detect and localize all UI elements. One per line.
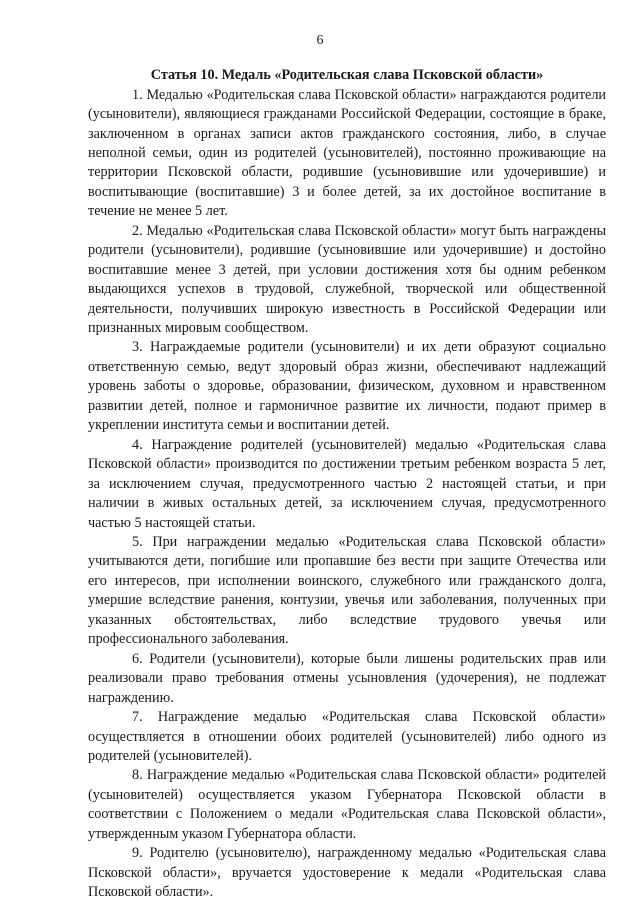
paragraph-7: 7. Награждение медалью «Родительская слава Псковской области» осуществляется в отношении обоих родителей (усыновителей) либо одного из родителей (усыновителей). bbox=[88, 709, 606, 764]
paragraph-3: 3. Награждаемые родители (усыновители) и их дети образуют социально ответственную семью, ведут здоровый образ жизни, обеспечивают надлежащий уровень заботы о здоровье, образовании, физическом, духовном и нравственном развитии детей, полное и гармоничное развитие их личности, подают пример в укреплении института семьи и воспитании детей. bbox=[88, 339, 606, 434]
page-number: 6 bbox=[316, 33, 324, 48]
paragraph-6: 6. Родители (усыновители), которые были лишены родительских прав или реализовали право требования отмены усыновления (удочерения), не подлежат награждению. bbox=[88, 650, 606, 706]
paragraph-8: 8. Награждение медалью «Родительская слава Псковской области» родителей (усыновителей) осуществляется указом Губернатора Псковской области в соответствии с Положением о медали «Родительская слава Псковской области», утвержденным указом Губернатора области. bbox=[88, 767, 606, 842]
paragraph-4: 4. Награждение родителей (усыновителей) медалью «Родительская слава Псковской области» производится по достижении третьим ребенком возраста 5 лет, за исключением случая, предусмотренного частью 2 настоящей статьи, и при наличии в живых остальных детей, за исключением случая, предусмотренного частью 5 настоящей статьи. bbox=[88, 436, 606, 531]
paragraph-9: 9. Родителю (усыновителю), награжденному медалью «Родительская слава Псковской области», вручается удостоверение к медали «Родительская слава Псковской области». bbox=[88, 845, 606, 901]
article-title: Статья 10. Медаль «Родительская слава Псковской области» bbox=[150, 67, 544, 83]
paragraph-5: 5. При награждении медалью «Родительская слава Псковской области» учитываются дети, погибшие или пропавшие без вести при защите Отечества или его интересов, при исполнении воинского, служебного или гражданского долга, умершие вследствие ранения, контузии, увечья или заболевания, полученных при указанных обстоятельствах, либо вследствие трудового увечья или профессионального заболевания. bbox=[88, 534, 606, 648]
paragraph-2: 2. Медалью «Родительская слава Псковской области» могут быть награждены родители (усыновители), родившие (усыновившие или удочерившие) и достойно воспитавшие менее 3 детей, при условии достижения хотя бы одним ребенком выдающихся успехов в трудовой, служебной, творческой или общественной деятельности, получивших широкую известность в Российской Федерации или признанных мировым сообществом. bbox=[88, 222, 606, 337]
paragraph-1: 1. Медалью «Родительская слава Псковской области» награждаются родители (усыновители), являющиеся гражданами Российской Федерации, состоящие в браке, заключенном в органах записи актов гражданского состояния, либо, в случае неполной семьи, один из родителей (усыновителей), постоянно проживающие на территории Псковской области, родившие (усыновившие или удочерившие) и воспитывающие (воспитавшие) 3 и более детей, за их достойное воспитание в течение не менее 5 лет. bbox=[88, 86, 606, 220]
document-body bbox=[88, 66, 606, 903]
